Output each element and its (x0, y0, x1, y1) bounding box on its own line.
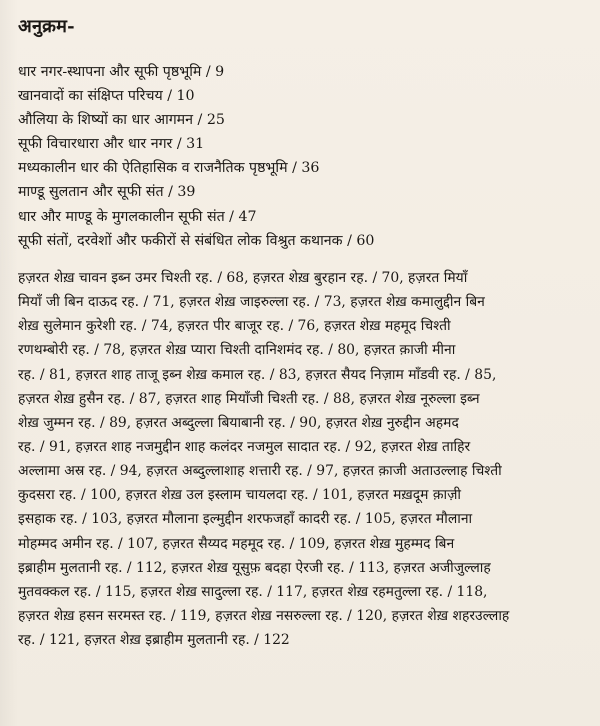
paragraph-line: इब्राहीम मुलतानी रह. / 112, हज़रत शेख़ यूसुफ़ बदहा ऐरजी रह. / 113, हज़रत अजीजुल्लाह (18, 559, 491, 576)
paragraph-line: इसहाक रह. / 103, हज़रत मौलाना इल्मुद्दीन शरफजहाँ कादरी रह. / 105, हज़रत मौलाना (18, 511, 473, 528)
paragraph-line: हज़रत शेख़ चावन इब्न उमर चिश्ती रह. / 68, हज़रत शेख़ बुरहान रह. / 70, हज़रत मियाँ (18, 270, 468, 286)
toc-item: मध्यकालीन धार की ऐतिहासिक व राजनैतिक पृष्ठभूमि / 36 (18, 160, 320, 177)
toc-item: सूफी संतों, दरवेशों और फकीरों से संबंधित लोक विश्रुत कथानक / 60 (18, 232, 375, 249)
paragraph-line: हज़रत शेख़ हसन सरमस्त रह. / 119, हज़रत शेख़ नसरुल्ला रह. / 120, हज़रत शेख़ शहरउल्लाह (18, 607, 510, 624)
toc-item: धार और माण्डू के मुगलकालीन सूफी संत / 47 (18, 208, 257, 225)
paragraph-line: मोहम्मद अमीन रह. / 107, हज़रत सैय्यद महमूद रह. / 109, हज़रत शेख़ मुहम्मद बिन (18, 535, 455, 552)
paragraph-line: अल्लामा अस्र रह. / 94, हज़रत अब्दुल्लाशाह शत्तारी रह. / 97, हज़रत क़ाजी अताउल्लाह चिश्ती (18, 463, 502, 480)
toc-item: माण्डू सुलतान और सूफी संत / 39 (18, 184, 196, 201)
paragraph-line: शेख़ सुलेमान कुरेशी रह. / 74, हज़रत पीर बाजूर रह. / 76, हज़रत शेख़ महमूद चिश्ती (18, 318, 451, 335)
toc-list (18, 60, 588, 253)
paragraph-line: हज़रत शेख़ हुसैन रह. / 87, हज़रत शाह मियाँजी चिश्ती रह. / 88, हज़रत शेख़ नूरुल्ला इब्न (18, 390, 480, 407)
paragraph-line: रह. / 81, हज़रत शाह ताजू इब्न शेख़ कमाल रह. / 83, हज़रत सैयद निज़ाम माँडवी रह. / 85, (18, 366, 497, 383)
page-heading: अनुक्रम- (18, 16, 75, 37)
paragraph-line: रह. / 91, हज़रत शाह नजमुद्दीन शाह कलंदर नजमुल सादात रह. / 92, हज़रत शेख़ ताहिर (18, 438, 471, 455)
saints-paragraph (18, 266, 588, 652)
paragraph-line: मियाँ जी बिन दाऊद रह. / 71, हज़रत शेख़ जाइरुल्ला रह. / 73, हज़रत शेख़ कमालुद्दीन बिन (18, 294, 485, 311)
toc-item: सूफी विचारधारा और धार नगर / 31 (18, 136, 205, 153)
toc-item: खानवादों का संक्षिप्त परिचय / 10 (18, 88, 195, 105)
paragraph-line: मुतवक्कल रह. / 115, हज़रत शेख़ सादुल्ला रह. / 117, हज़रत शेख़ रहमतुल्ला रह. / 118, (18, 583, 488, 600)
toc-item: औलिया के शिष्यों का धार आगमन / 25 (18, 112, 225, 129)
toc-item: धार नगर-स्थापना और सूफी पृष्ठभूमि / 9 (18, 64, 225, 80)
paragraph-line: कुदसरा रह. / 100, हज़रत शेख़ उल इस्लाम चायलदा रह. / 101, हज़रत मख़दूम क़ाज़ी (18, 487, 462, 504)
paragraph-line: रह. / 121, हज़रत शेख़ इब्राहीम मुलतानी रह. / 122 (18, 632, 290, 649)
paragraph-line: शेख़ जुम्मन रह. / 89, हज़रत अब्दुल्ला बियाबानी रह. / 90, हज़रत शेख़ नुरुद्दीन अहमद (18, 414, 459, 431)
paragraph-line: रणथम्बोरी रह. / 78, हज़रत शेख़ प्यारा चिश्ती दानिशमंद रह. / 80, हज़रत क़ाजी मीना (18, 342, 456, 359)
